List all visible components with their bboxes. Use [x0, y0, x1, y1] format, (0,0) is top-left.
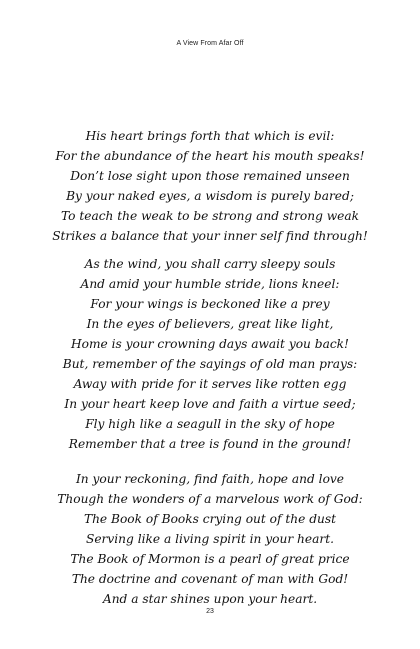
poem-stanza-2 [0, 254, 420, 454]
poem-line: Fly high like a seagull in the sky of hope [85, 417, 335, 431]
poem-line: The Book of Books crying out of the dust [83, 512, 337, 526]
poem-line: Serving like a living spirit in your heart. [86, 532, 334, 546]
poem-line: For the abundance of the heart his mouth speaks! [55, 149, 365, 163]
poem-stanza-1 [0, 126, 420, 246]
poem-line: Strikes a balance that your inner self find through! [52, 229, 368, 243]
poem-line: In the eyes of believers, great like light, [86, 317, 334, 331]
poem-line: The Book of Mormon is a pearl of great price [70, 552, 350, 566]
poem-line: Home is your crowning days await you back! [71, 337, 349, 351]
poem-line: And amid your humble stride, lions kneel: [80, 277, 340, 291]
poem-line: His heart brings forth that which is evil: [85, 129, 335, 143]
poem-line: As the wind, you shall carry sleepy souls [84, 257, 336, 271]
running-header: A View From Afar Off [176, 40, 244, 47]
poem-line: And a star shines upon your heart. [102, 592, 318, 606]
poem-stanza-3 [0, 469, 420, 609]
poem-line: The doctrine and covenant of man with God! [71, 572, 349, 586]
poem-line: In your reckoning, find faith, hope and love [75, 472, 345, 486]
poem-line: Though the wonders of a marvelous work of God: [57, 492, 363, 506]
poem-line: In your heart keep love and faith a virtue seed; [64, 397, 356, 411]
poem-line: But, remember of the sayings of old man prays: [62, 357, 358, 371]
poem-line: For your wings is beckoned like a prey [90, 297, 330, 311]
poem-line: By your naked eyes, a wisdom is purely bared; [66, 189, 354, 203]
poem-line: To teach the weak to be strong and strong weak [60, 209, 360, 223]
page-number: 23 [206, 608, 214, 615]
poem-line: Away with pride for it serves like rotten egg [73, 377, 347, 391]
poem-line: Don’t lose sight upon those remained unseen [70, 169, 350, 183]
poem-line: Remember that a tree is found in the ground! [68, 437, 352, 451]
